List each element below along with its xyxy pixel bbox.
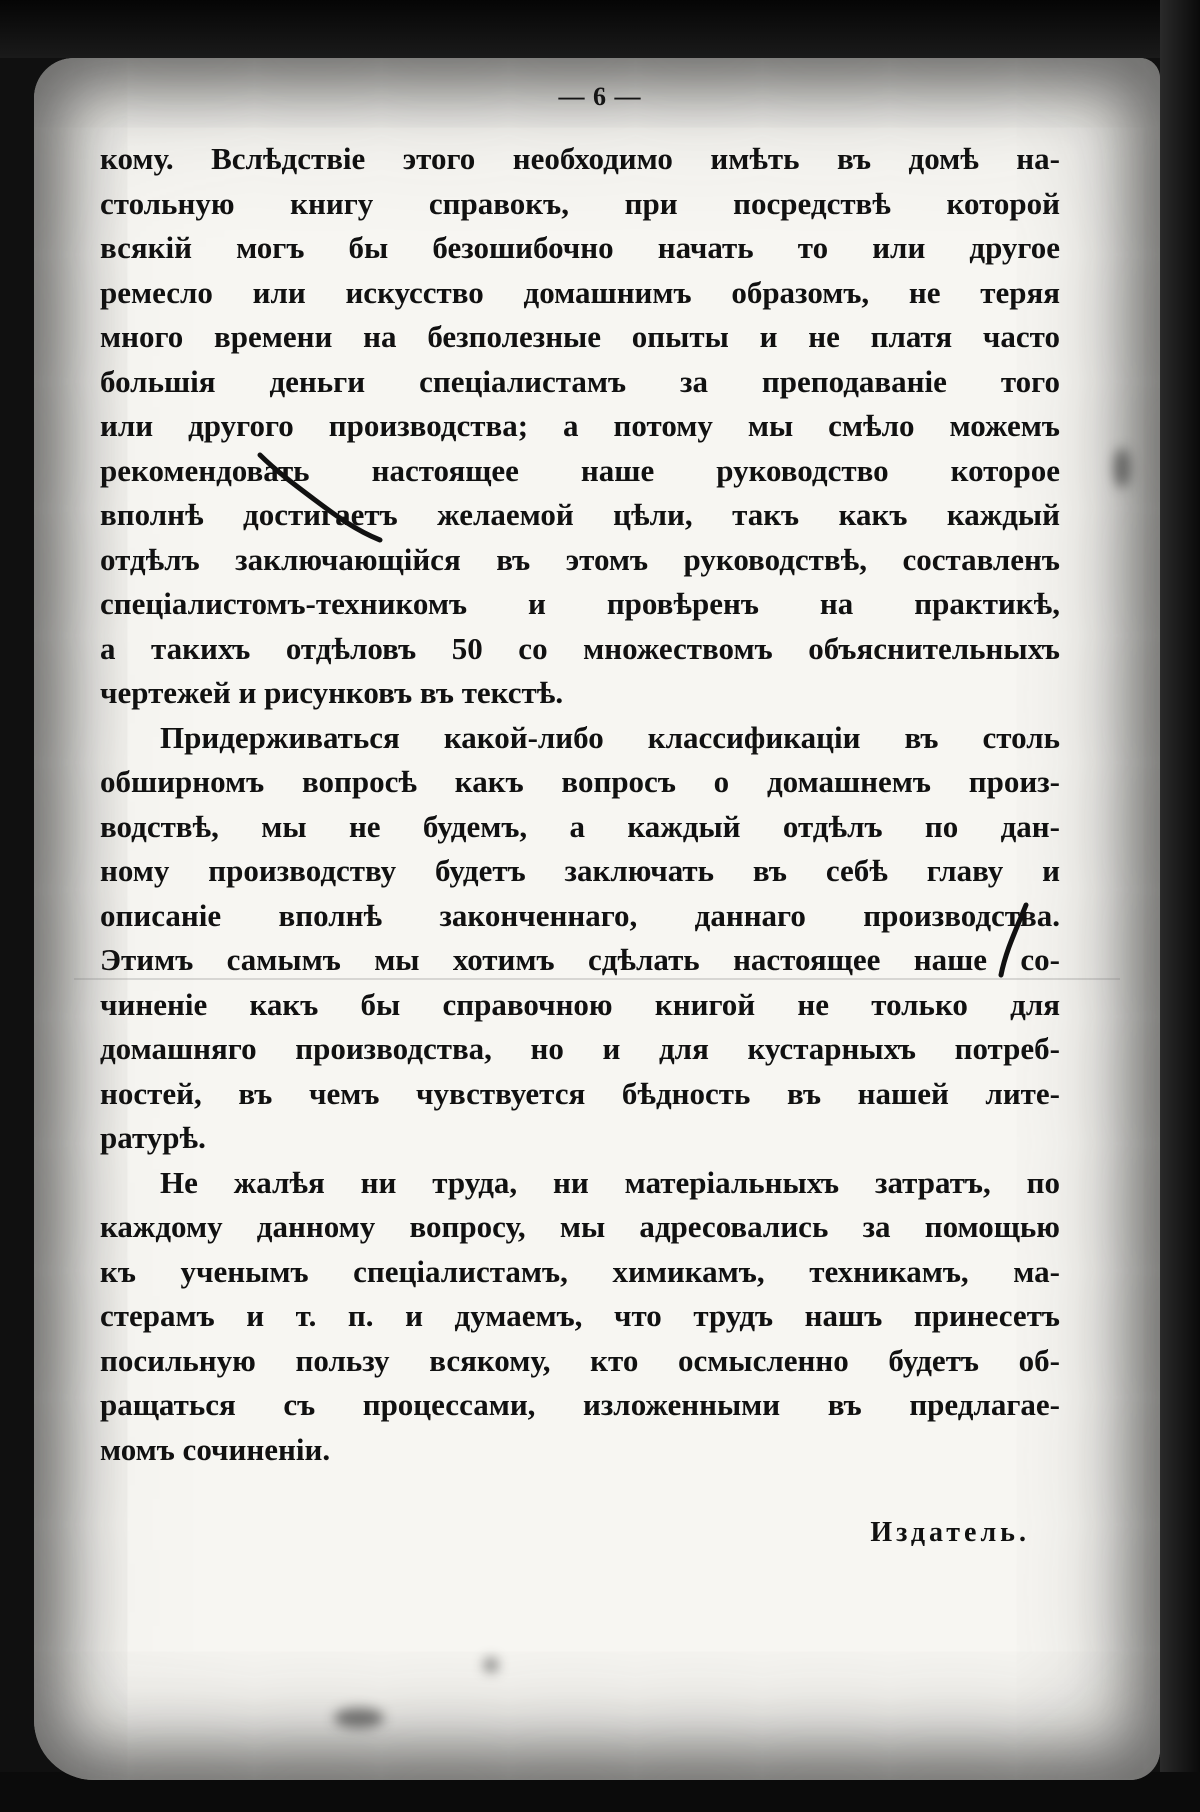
text-line: домашняго производства, но и для кустарныхъ потреб- bbox=[100, 1031, 1060, 1066]
ink-blot bbox=[334, 1708, 384, 1728]
text-line: обширномъ вопросѣ какъ вопросъ о домашнемъ произ- bbox=[100, 764, 1060, 799]
text-line: отдѣлъ заключающійся въ этомъ руководствѣ, составленъ bbox=[100, 541, 1060, 577]
text-line: стерамъ и т. п. и думаемъ, что трудъ нашъ принесетъ bbox=[100, 1298, 1060, 1333]
text-line: или другого производства; а потому мы смѣло можемъ bbox=[100, 408, 1060, 443]
text-line: ращаться съ процессами, изложенными въ предлагае- bbox=[100, 1387, 1060, 1422]
text-line: всякій могъ бы безошибочно начать то или другое bbox=[100, 230, 1060, 265]
text-line: ремесло или искусство домашнимъ образомъ, не теряя bbox=[100, 274, 1060, 310]
text-line: ному производству будетъ заключать въ себѣ главу и bbox=[100, 853, 1060, 888]
text-line: большія деньги спеціалистамъ за преподаваніе того bbox=[100, 363, 1060, 399]
text-line: ратурѣ. bbox=[100, 1120, 206, 1155]
paragraph-1 bbox=[100, 137, 1060, 716]
text-line: посильную пользу всякому, кто осмысленно будетъ об- bbox=[100, 1342, 1060, 1378]
scan-right-border bbox=[1160, 0, 1200, 1812]
pen-stroke-mark bbox=[996, 900, 1036, 980]
paragraph-3 bbox=[100, 1161, 1060, 1473]
text-line: кому. Вслѣдствіе этого необходимо имѣть въ домѣ на- bbox=[100, 141, 1060, 176]
body-text bbox=[100, 137, 1060, 1472]
scan-top-border bbox=[0, 0, 1200, 58]
text-line: Этимъ самымъ мы хотимъ сдѣлать настоящее наше со- bbox=[100, 942, 1060, 977]
ink-blot bbox=[1114, 448, 1130, 488]
text-line: каждому данному вопросу, мы адресовались за помощью bbox=[100, 1209, 1060, 1244]
pen-stroke-mark bbox=[255, 445, 385, 545]
text-line: много времени на безполезные опыты и не платя часто bbox=[100, 319, 1060, 354]
text-line: ностей, въ чемъ чувствуется бѣдность въ нашей лите- bbox=[100, 1075, 1060, 1111]
publisher-signature: Издатель. bbox=[870, 1517, 1030, 1548]
text-line: спеціалистомъ-техникомъ и провѣренъ на практикѣ, bbox=[100, 586, 1060, 621]
ink-blot bbox=[484, 1658, 498, 1672]
text-line: момъ сочиненіи. bbox=[100, 1431, 331, 1467]
text-line: вполнѣ достигаетъ желаемой цѣли, такъ какъ каждый bbox=[100, 497, 1060, 532]
text-line: а такихъ отдѣловъ 50 со множествомъ объяснительныхъ bbox=[100, 630, 1060, 666]
text-line: рекомендовать настоящее наше руководство которое bbox=[100, 452, 1060, 488]
paragraph-2 bbox=[100, 716, 1060, 1161]
text-line: Придерживаться какой-либо классификаціи въ столь bbox=[160, 719, 1060, 755]
text-line: Не жалѣя ни труда, ни матеріальныхъ затратъ, по bbox=[160, 1164, 1060, 1200]
text-line: чертежей и рисунковъ въ текстѣ. bbox=[100, 675, 564, 710]
text-line: стольную книгу справокъ, при посредствѣ которой bbox=[100, 185, 1060, 221]
text-line: описаніе вполнѣ законченнаго, даннаго производства. bbox=[100, 897, 1060, 933]
text-line: чиненіе какъ бы справочною книгой не только для bbox=[100, 986, 1060, 1022]
text-line: къ ученымъ спеціалистамъ, химикамъ, техникамъ, ма- bbox=[100, 1253, 1060, 1289]
page-number: — 6 — bbox=[558, 82, 642, 111]
text-line: водствѣ, мы не будемъ, а каждый отдѣлъ по дан- bbox=[100, 808, 1060, 844]
